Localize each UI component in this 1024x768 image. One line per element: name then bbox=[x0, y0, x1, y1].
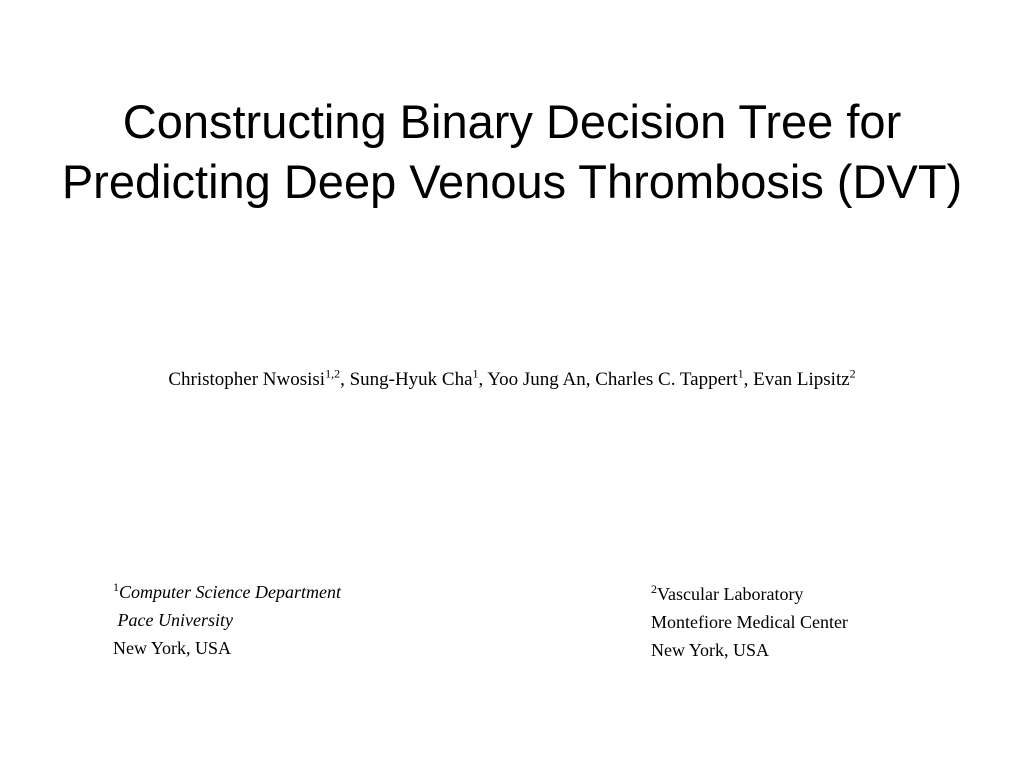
author-separator: , bbox=[585, 369, 596, 390]
affiliation-marker: 2 bbox=[651, 582, 657, 596]
author-name: Yoo Jung An bbox=[487, 369, 586, 390]
affiliation-montefiore bbox=[651, 580, 848, 664]
author-name: Evan Lipsitz bbox=[753, 369, 850, 390]
affiliation-university: Pace University bbox=[113, 610, 233, 630]
author-name: Sung-Hyuk Cha bbox=[349, 369, 473, 390]
affiliation-institution: Montefiore Medical Center bbox=[651, 612, 848, 632]
title-line-2: Predicting Deep Venous Thrombosis (DVT) bbox=[61, 155, 963, 208]
slide-title bbox=[0, 92, 1024, 212]
affiliation-marker: 1 bbox=[113, 580, 119, 594]
affiliation-pace bbox=[113, 578, 341, 662]
author-name: Charles C. Tappert bbox=[595, 369, 738, 390]
affiliation-department: Vascular Laboratory bbox=[657, 584, 804, 604]
author-affiliation-marker: 1,2 bbox=[325, 366, 341, 381]
title-line-1: Constructing Binary Decision Tree for bbox=[122, 95, 902, 148]
author-list bbox=[0, 366, 1024, 394]
author-affiliation-marker: 1 bbox=[737, 366, 744, 381]
author-name: Christopher Nwosisi bbox=[168, 369, 326, 390]
author-affiliation-marker: 2 bbox=[849, 366, 856, 381]
affiliation-department-line bbox=[113, 578, 341, 606]
author-affiliation-marker: 1 bbox=[472, 366, 479, 381]
affiliation-department: Computer Science Department bbox=[119, 582, 341, 602]
author-separator: , bbox=[478, 369, 488, 390]
author-separator: , bbox=[743, 369, 754, 390]
affiliation-location: New York, USA bbox=[113, 638, 232, 658]
affiliation-location: New York, USA bbox=[651, 640, 770, 660]
affiliation-department-line bbox=[651, 580, 848, 608]
author-separator: , bbox=[340, 369, 350, 390]
